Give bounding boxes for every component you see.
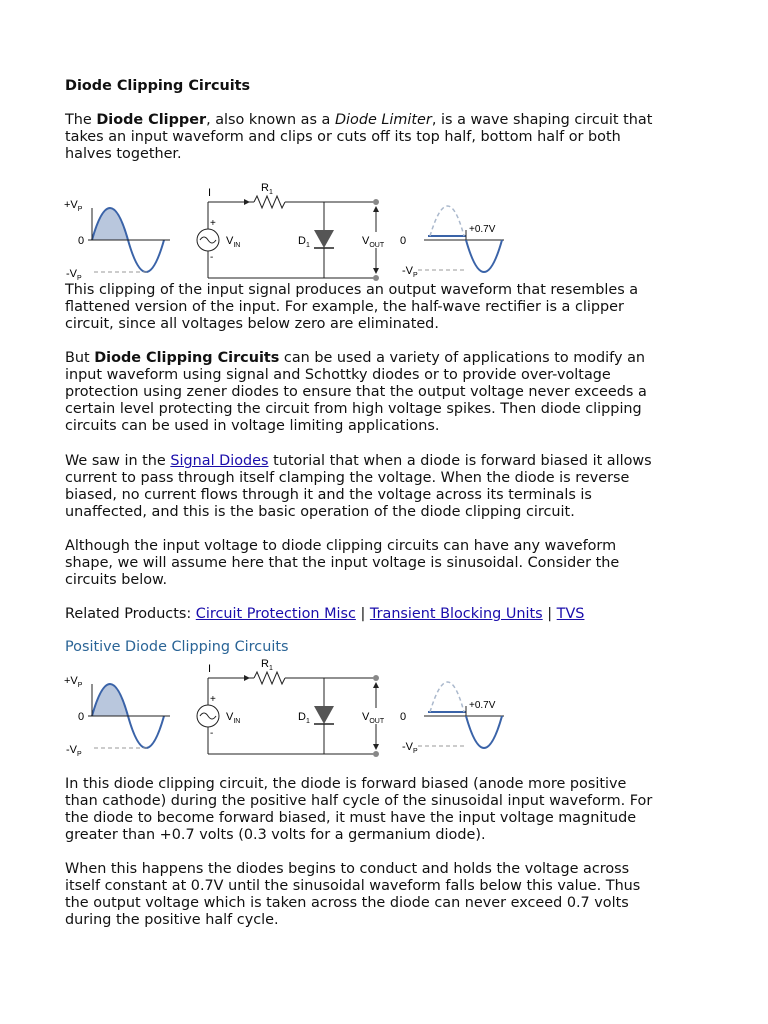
- section-subheading: Positive Diode Clipping Circuits: [65, 639, 289, 655]
- para-6-line: In this diode clipping circuit, the diode is forward biased (anode more positive: [65, 776, 627, 792]
- signal-diodes-link[interactable]: Signal Diodes: [170, 453, 269, 469]
- para-3-line: certain level protecting the circuit from high voltage spikes. Then diode clipping: [65, 401, 642, 417]
- svg-text:D1: $D_1$: [298, 235, 310, 249]
- intro-line-1: [65, 112, 715, 129]
- svg-text:-VP: $-V_P$: [402, 265, 418, 279]
- intro-line-3: halves together.: [65, 146, 182, 162]
- circuit-protection-link[interactable]: Circuit Protection Misc: [195, 606, 356, 622]
- para-7-line: When this happens the diodes begins to conduct and holds the voltage across: [65, 861, 630, 877]
- tvs-link[interactable]: TVS: [556, 606, 585, 622]
- svg-text:+: +: [210, 694, 216, 705]
- related-label: Related Products:: [65, 606, 196, 622]
- para-text: can be used a variety of applications to modify an: [279, 350, 646, 366]
- input-waveform: [64, 675, 170, 758]
- svg-text:I: I: [208, 187, 212, 199]
- para-6-line: the diode to become forward biased, it must have the input voltage magnitude: [65, 810, 637, 826]
- circuit-schematic: [197, 658, 385, 757]
- para-4-line: biased, no current flows through it and the voltage across its terminals is: [65, 487, 592, 503]
- svg-text:0: 0: [400, 711, 407, 723]
- svg-text:-VP: $-V_P$: [66, 268, 82, 282]
- svg-text:I: I: [208, 663, 212, 675]
- intro-bold-term: Diode Clipper: [96, 112, 207, 128]
- svg-text:-: -: [210, 728, 214, 739]
- svg-text:+0.7V: +0.7V: [469, 700, 496, 711]
- svg-text:0: 0: [78, 711, 85, 723]
- para-text: But: [65, 350, 95, 366]
- para-3-line: protection using zener diodes to ensure that the output voltage never exceeds a: [65, 384, 647, 400]
- para-6-line: greater than +0.7 volts (0.3 volts for a germanium diode).: [65, 827, 486, 843]
- para-4-line: current to pass through itself clamping the voltage. When the diode is reverse: [65, 470, 630, 486]
- svg-text:+0.7V: +0.7V: [469, 224, 496, 235]
- intro-italic-term: Diode Limiter: [334, 112, 432, 128]
- para-7-line: itself constant at 0.7V until the sinusoidal waveform falls below this value. Thus: [65, 878, 641, 894]
- circuit-schematic: [197, 182, 385, 281]
- page-title: Diode Clipping Circuits: [65, 78, 251, 94]
- para-7-line: the output voltage which is taken across the diode can never exceed 0.7 volts: [65, 895, 629, 911]
- para-6-line: than cathode) during the positive half cycle of the sinusoidal input waveform. For: [65, 793, 653, 809]
- link-separator: |: [355, 606, 370, 622]
- para-2-line: This clipping of the input signal produces an output waveform that resembles a: [65, 282, 639, 298]
- output-waveform: [400, 206, 504, 279]
- svg-text:-VP: $-V_P$: [66, 744, 82, 758]
- para-4-line: [65, 453, 715, 470]
- clipper-diagram: [60, 658, 510, 760]
- svg-text:+: +: [210, 218, 216, 229]
- intro-text: , also known as a: [206, 112, 335, 128]
- svg-text:-VP: $-V_P$: [402, 741, 418, 755]
- svg-text:+VP: $+V_P$: [64, 675, 83, 689]
- para-3-line: input waveform using signal and Schottky diodes or to provide over-voltage: [65, 367, 611, 383]
- para-text: We saw in the: [65, 453, 171, 469]
- svg-text:-: -: [210, 252, 214, 263]
- para-text: tutorial that when a diode is forward biased it allows: [268, 453, 652, 469]
- link-separator: |: [542, 606, 557, 622]
- svg-text:VOUT: $V_{OUT}$: [362, 235, 385, 249]
- svg-text:VOUT: $V_{OUT}$: [362, 711, 385, 725]
- input-waveform: [64, 199, 170, 282]
- related-products: [65, 606, 715, 623]
- svg-text:R1: $R_1$: [261, 182, 273, 196]
- output-waveform: [400, 682, 504, 755]
- para-3-line: [65, 350, 715, 367]
- bold-term: Diode Clipping Circuits: [94, 350, 280, 366]
- clipper-diagram: [60, 182, 510, 284]
- intro-text: , is a wave shaping circuit that: [431, 112, 653, 128]
- svg-text:D1: $D_1$: [298, 711, 310, 725]
- para-2-line: flattened version of the input. For example, the half-wave rectifier is a clipper: [65, 299, 624, 315]
- svg-text:VIN: $V_{IN}$: [226, 235, 241, 249]
- para-7-line: during the positive half cycle.: [65, 912, 279, 928]
- para-5-line: Although the input voltage to diode clipping circuits can have any waveform: [65, 538, 617, 554]
- svg-text:R1: $R_1$: [261, 658, 273, 672]
- para-5-line: circuits below.: [65, 572, 168, 588]
- intro-line-2: takes an input waveform and clips or cuts off its top half, bottom half or both: [65, 129, 621, 145]
- transient-blocking-link[interactable]: Transient Blocking Units: [369, 606, 543, 622]
- para-4-line: unaffected, and this is the basic operation of the diode clipping circuit.: [65, 504, 575, 520]
- intro-text: The: [65, 112, 97, 128]
- svg-text:0: 0: [78, 235, 85, 247]
- circuit-figure-1: [60, 182, 510, 284]
- para-3-line: circuits can be used in voltage limiting applications.: [65, 418, 440, 434]
- para-2-line: circuit, since all voltages below zero are eliminated.: [65, 316, 439, 332]
- circuit-figure-2: [60, 658, 510, 760]
- svg-text:+VP: $+V_P$: [64, 199, 83, 213]
- svg-text:VIN: $V_{IN}$: [226, 711, 241, 725]
- para-5-line: shape, we will assume here that the input voltage is sinusoidal. Consider the: [65, 555, 620, 571]
- svg-text:0: 0: [400, 235, 407, 247]
